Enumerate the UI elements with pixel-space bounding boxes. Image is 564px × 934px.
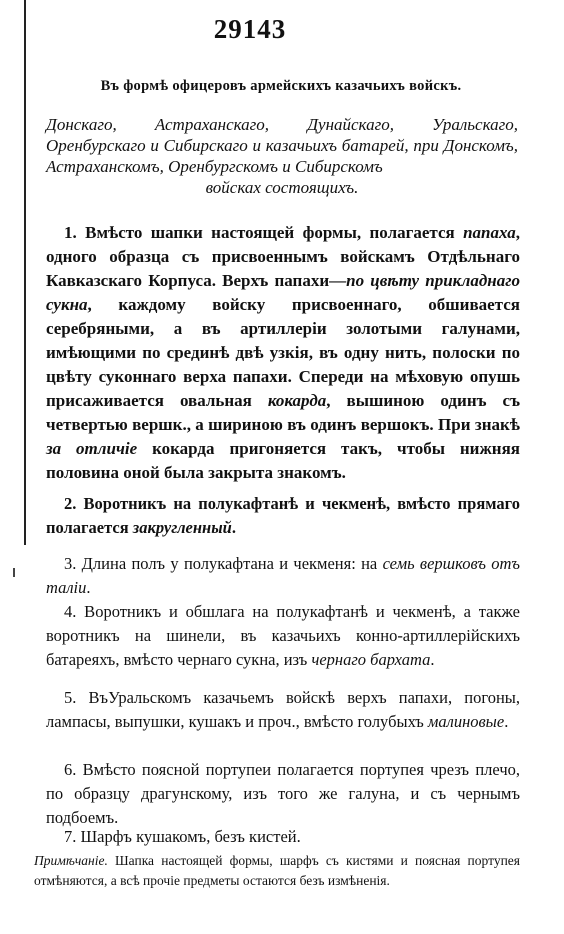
- item-4-italic: чернаго бархата: [311, 650, 431, 669]
- footnote: [34, 851, 520, 891]
- item-3-italic: семь вершковъ отъ таліи: [46, 554, 520, 597]
- subtitle-main: Донскаго, Астраханскаго, Дунайскаго, Уральскаго, Оренбурскаго и Сибирскаго и казачьихъ батарей, при Донскомъ, Астраханскомъ, Оренбургскомъ и Сибирскомъ: [46, 115, 518, 176]
- section-subtitle: [46, 114, 518, 198]
- left-margin-rule: [24, 0, 26, 545]
- item-6: 6. Вмѣсто поясной портупеи полагается портупея чрезъ плечо, по образцу драгунскому, изъ того же галуна, и съ чернымъ подбоемъ.: [46, 760, 520, 827]
- section-title: Въ формѣ офицеровъ армейскихъ казачьихъ войскъ.: [100, 78, 462, 94]
- item-1-italic-distinction: за отличіе: [46, 439, 138, 458]
- item-1-italic-color: по цвѣту прикладнаго сукна: [46, 271, 520, 314]
- item-3: 3. Длина полъ у полукафтана и чекменя: на семь вершковъ отъ таліи.: [46, 554, 520, 597]
- item-5-italic: малиновые: [427, 712, 505, 731]
- margin-mark: [13, 568, 15, 577]
- footnote-label: Примѣчаніе.: [34, 853, 108, 868]
- item-2: 2. Воротникъ на полукафтанѣ и чекменѣ, вмѣсто прямаго полагается закругленный.: [46, 494, 520, 537]
- page-number: 29143: [213, 14, 287, 44]
- item-5: 5. ВъУральскомъ казачьемъ войскѣ верхъ папахи, погоны, лампасы, выпушки, кушакъ и проч., вмѣсто голубыхъ малиновые.: [46, 688, 520, 731]
- item-1-italic-kokarda: кокарда: [267, 391, 327, 410]
- item-1-italic-papakha: папаха: [463, 223, 516, 242]
- subtitle-last-line: войсках состоящихъ.: [205, 178, 359, 197]
- item-7: 7. Шарфъ кушакомъ, безъ кистей.: [64, 827, 301, 846]
- item-1: 1. Вмѣсто шапки настоящей формы, полагается папаха, одного образца съ присвоеннымъ войскамъ Отдѣльнаго Кавказскаго Корпуса. Верхъ папахи—по цвѣту прикладнаго сукна, каждому войску присвоеннаго, обшивается серебряными, а въ артиллеріи золотыми галунами, имѣющими по срединѣ двѣ узкія, въ одну нить, полоски по цвѣту суконнаго верха папахи. Спереди на мѣховую опушь присаживается овальная кокарда, вышиною одинъ съ четвертью вершк., а шириною въ одинъ вершокъ. При знакѣ за отличіе кокарда пригоняется такъ, чтобы нижняя половина оной была закрыта знакомъ.: [46, 223, 520, 482]
- footnote-text: Шапка настоящей формы, шарфъ съ кистями и поясная портупея отмѣняются, а всѣ прочіе предметы остаются безъ измѣненія.: [34, 853, 520, 888]
- item-4: 4. Воротникъ и обшлага на полукафтанѣ и чекменѣ, а также воротникъ на шинели, въ казачьихъ конно-артиллерійскихъ батареяхъ, вмѣсто чернаго сукна, изъ чернаго бархата.: [46, 602, 520, 669]
- item-2-italic: закругленный: [132, 518, 232, 537]
